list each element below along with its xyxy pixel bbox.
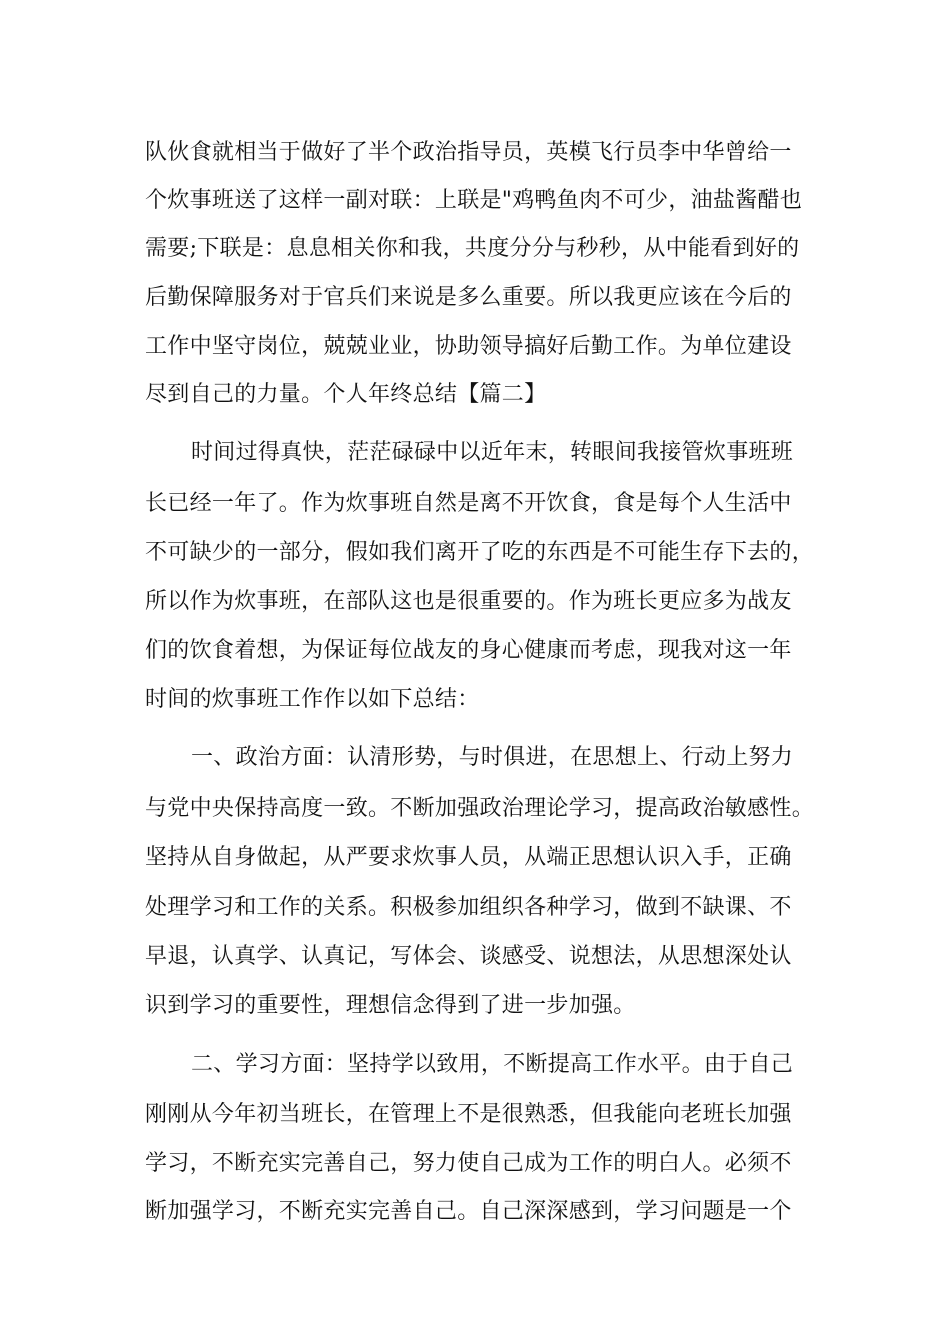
text-line: 们的饮食着想，为保证每位战友的身心健康而考虑，现我对这一年	[145, 638, 792, 663]
text-line: 处理学习和工作的关系。积极参加组织各种学习，做到不缺课、不	[145, 895, 792, 920]
paragraph-first-line: 时间过得真快，茫茫碌碌中以近年末，转眼间我接管炊事班班	[191, 440, 794, 465]
text-line: 早退，认真学、认真记，写体会、谈感受、说想法，从思想深处认	[145, 944, 792, 969]
text-line: 学习，不断充实完善自己，努力使自己成为工作的明白人。必须不	[145, 1151, 792, 1176]
text-line: 不可缺少的一部分，假如我们离开了吃的东西是不可能生存下去的，	[145, 540, 815, 565]
text-line: 刚刚从今年初当班长，在管理上不是很熟悉，但我能向老班长加强	[145, 1102, 792, 1127]
text-line: 坚持从自身做起，从严要求炊事人员，从端正思想认识入手，正确	[145, 845, 792, 870]
text-line: 工作中坚守岗位，兢兢业业，协助领导搞好后勤工作。为单位建设	[145, 334, 792, 359]
text-line: 与党中央保持高度一致。不断加强政治理论学习，提高政治敏感性。	[145, 796, 815, 821]
paragraph-first-line: 二、学习方面：坚持学以致用，不断提高工作水平。由于自己	[191, 1052, 794, 1077]
text-line: 需要;下联是：息息相关你和我，共度分分与秒秒，从中能看到好的	[145, 236, 800, 261]
text-line: 所以作为炊事班，在部队这也是很重要的。作为班长更应多为战友	[145, 589, 792, 614]
section-heading-line: 尽到自己的力量。个人年终总结【篇二】	[145, 382, 547, 407]
text-line: 长已经一年了。作为炊事班自然是离不开饮食，食是每个人生活中	[145, 491, 792, 516]
paragraph-first-line: 一、政治方面：认清形势，与时俱进，在思想上、行动上努力	[191, 745, 794, 770]
text-line: 时间的炊事班工作作以如下总结：	[145, 687, 480, 712]
text-line: 识到学习的重要性，理想信念得到了进一步加强。	[145, 993, 636, 1018]
text-line: 后勤保障服务对于官兵们来说是多么重要。所以我更应该在今后的	[145, 285, 792, 310]
text-line: 个炊事班送了这样一副对联：上联是"鸡鸭鱼肉不可少，油盐酱醋也	[145, 188, 803, 213]
text-line: 队伙食就相当于做好了半个政治指导员，英模飞行员李中华曾给一	[145, 140, 792, 165]
text-line: 断加强学习，不断充实完善自己。自己深深感到，学习问题是一个	[145, 1199, 792, 1224]
